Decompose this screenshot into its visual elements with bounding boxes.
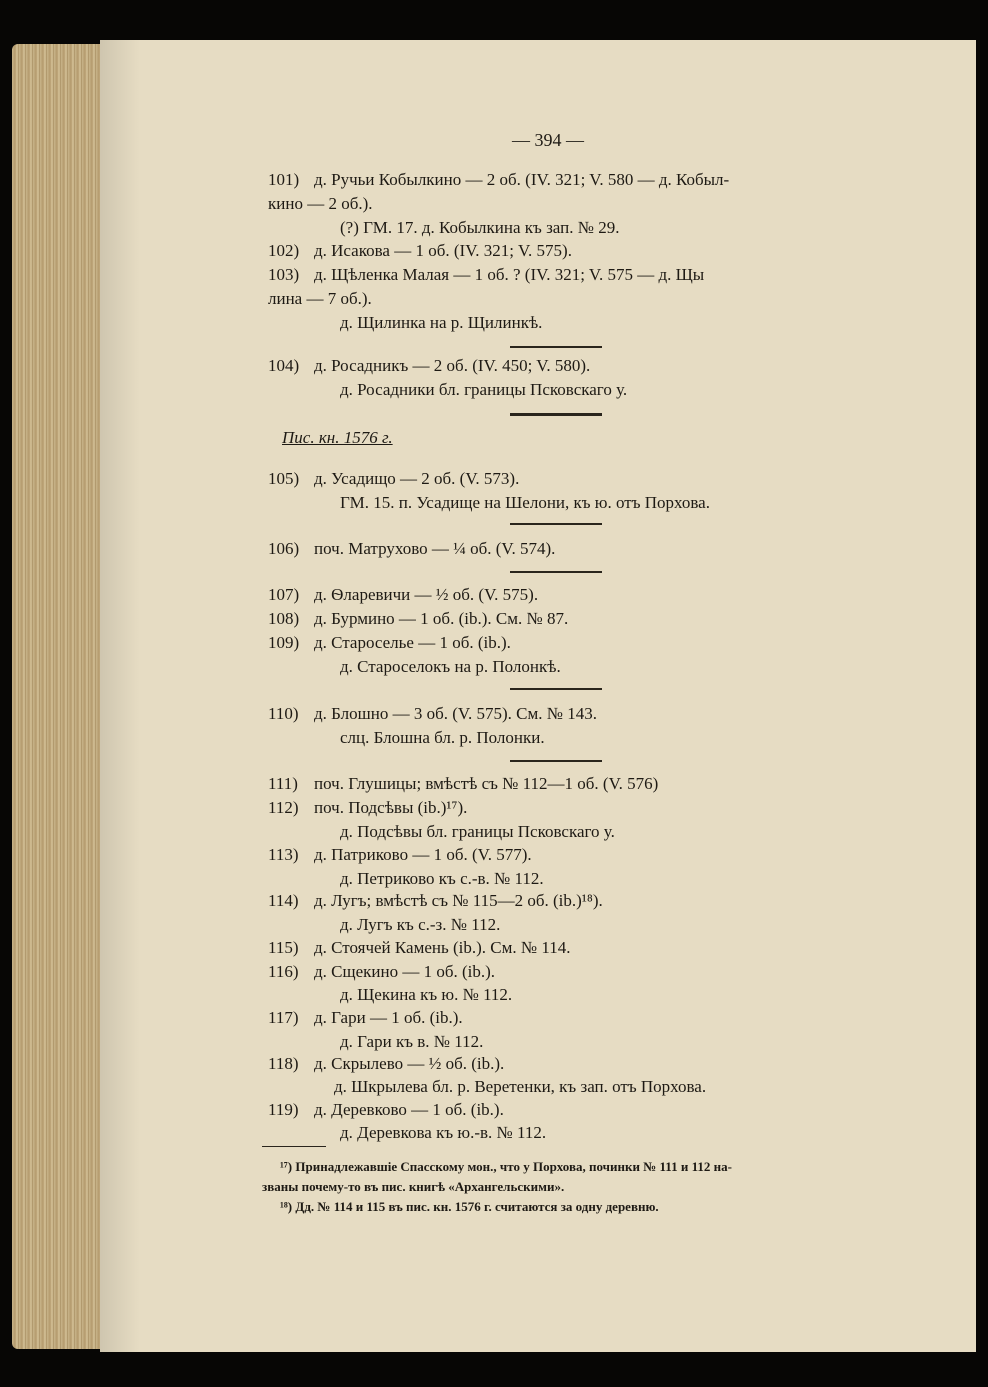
entry-line: д. Петриково къ с.-в. № 112. [340,869,544,888]
book-page-edges [12,44,108,1349]
entry-line: д. Деревково — 1 об. (ib.). [314,1100,504,1119]
divider [510,760,602,762]
entry-line: д. Росадникъ — 2 об. (IV. 450; V. 580). [314,356,591,375]
entry-line: д. Скрылево — ½ об. (ib.). [314,1054,505,1073]
divider [510,688,602,690]
entry-number: 105) [268,469,300,488]
entry-number: 111) [268,774,298,793]
entry-line: д. Сщекино — 1 об. (ib.). [314,962,496,981]
footnote-17: ¹⁷) Принадлежавшіе Спасскому мон., что у Порхова, починки № 111 и 112 на- [280,1159,732,1174]
entry-line: поч. Матрухово — ¼ об. (V. 574). [314,539,556,558]
footnote-rule [262,1146,326,1147]
entry-line: д. Ручьи Кобылкино — 2 об. (IV. 321; V. 580 — д. Кобыл- [314,170,730,189]
entry-number: 103) [268,265,300,284]
divider [510,346,602,348]
entry-number: 116) [268,962,299,981]
entry-number: 109) [268,633,300,652]
entry-line: д. Блошно — 3 об. (V. 575). См. № 143. [314,704,597,723]
entry-line: д. Ѳларевичи — ½ об. (V. 575). [314,585,539,604]
page-number: — 394 — [512,130,584,150]
entry-line: д. Лугъ; вмѣстѣ съ № 115—2 об. (ib.)¹⁸). [314,891,603,910]
entry-line: д. Росадники бл. границы Псковскаго у. [340,380,628,399]
section-title: Пис. кн. 1576 г. [282,428,393,447]
entry-number: 107) [268,585,300,604]
divider [510,571,602,573]
footnote-17-cont: званы почему-то въ пис. книгѣ «Архангельскими». [262,1179,565,1194]
entry-number: 102) [268,241,300,260]
entry-number: 119) [268,1100,299,1119]
entry-line: д. Лугъ къ с.-з. № 112. [340,915,501,934]
entry-number: 115) [268,938,299,957]
entry-number: 118) [268,1054,299,1073]
entry-line: д. Патриково — 1 об. (V. 577). [314,845,532,864]
entry-number: 108) [268,609,300,628]
entry-number: 113) [268,845,299,864]
entry-number: 114) [268,891,299,910]
entry-line: лина — 7 об.). [268,289,372,308]
footnote-18: ¹⁸) Дд. № 114 и 115 въ пис. кн. 1576 г. считаются за одну деревню. [280,1199,659,1214]
entry-line: д. Усадищо — 2 об. (V. 573). [314,469,520,488]
entry-line: д. Деревкова къ ю.-в. № 112. [340,1123,547,1142]
entry-line: д. Гари — 1 об. (ib.). [314,1008,463,1027]
section-divider [510,413,602,416]
entry-line: д. Шкрылева бл. р. Веретенки, къ зап. отъ Порхова. [334,1077,707,1096]
entry-number: 101) [268,170,300,189]
entry-number: 112) [268,798,299,817]
entry-line: д. Староселье — 1 об. (ib.). [314,633,511,652]
entry-line: поч. Глушицы; вмѣстѣ съ № 112—1 об. (V. 576) [314,774,659,793]
entry-number: 110) [268,704,299,723]
entry-line: кино — 2 об.). [268,194,373,213]
entry-line: слц. Блошна бл. р. Полонки. [340,728,545,747]
entry-line: д. Исакова — 1 об. (IV. 321; V. 575). [314,241,572,260]
entry-line: д. Щекина къ ю. № 112. [340,985,513,1004]
entry-line: ГМ. 15. п. Усадище на Шелони, къ ю. отъ Порхова. [340,493,710,512]
entry-line: д. Щѣленка Малая — 1 об. ? (IV. 321; V. 575 — д. Щы [314,265,705,284]
entry-number: 106) [268,539,300,558]
divider [510,523,602,525]
entry-line: д. Бурмино — 1 об. (ib.). См. № 87. [314,609,569,628]
entry-number: 104) [268,356,300,375]
entry-line: (?) ГМ. 17. д. Кобылкина къ зап. № 29. [340,218,620,237]
entry-line: д. Староселокъ на р. Полонкѣ. [340,657,561,676]
entry-line: д. Гари къ в. № 112. [340,1032,484,1051]
entry-line: поч. Подсѣвы (ib.)¹⁷). [314,798,468,817]
entry-line: д. Щилинка на р. Щилинкѣ. [340,313,543,332]
entry-line: д. Стоячей Камень (ib.). См. № 114. [314,938,571,957]
entry-number: 117) [268,1008,299,1027]
entry-line: д. Подсѣвы бл. границы Псковскаго у. [340,822,615,841]
